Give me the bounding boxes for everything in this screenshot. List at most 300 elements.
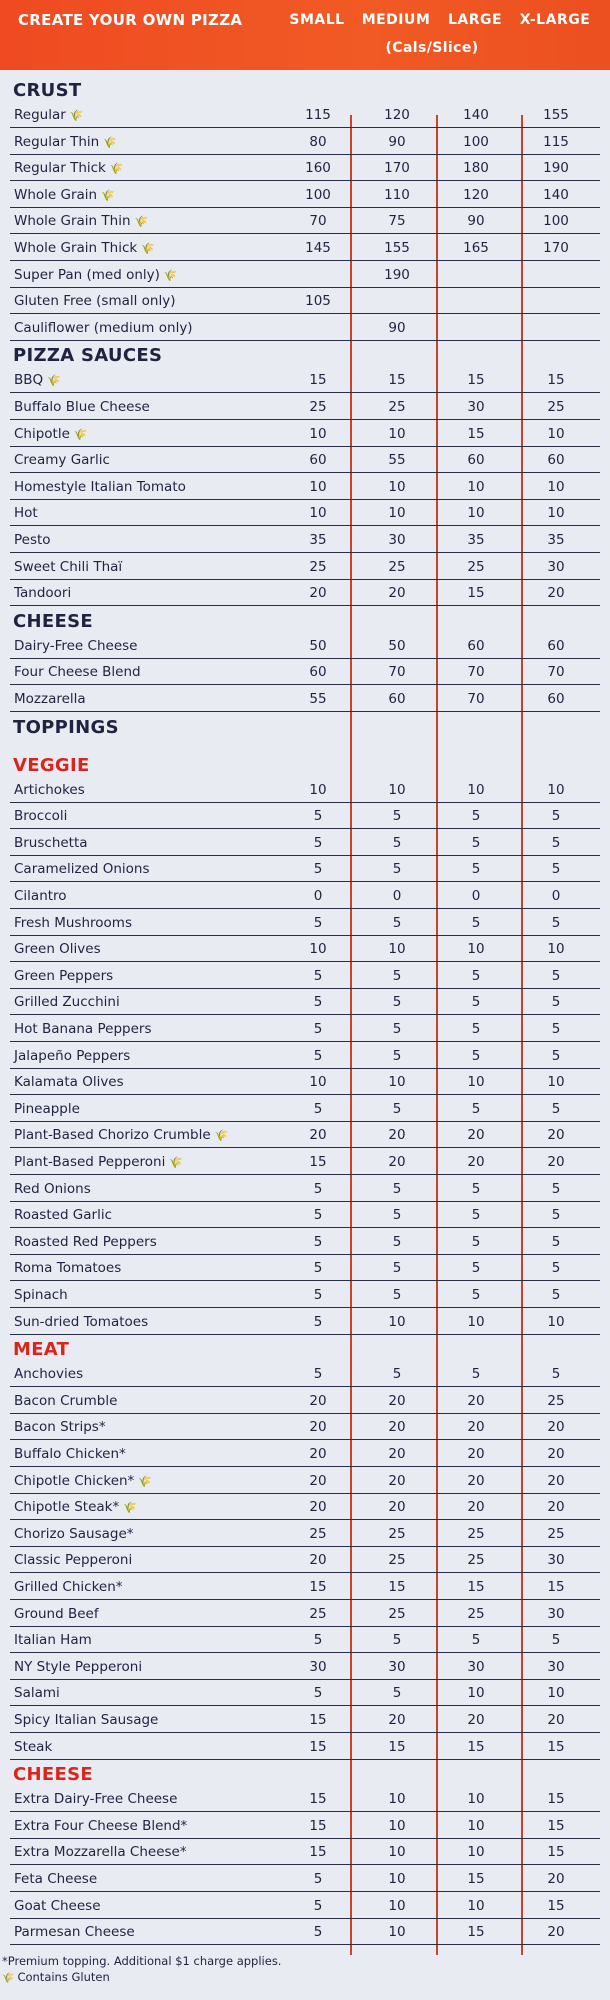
item-label: Four Cheese Blend <box>14 664 141 681</box>
item-name <box>14 968 113 984</box>
calorie-value: 5 <box>471 1100 481 1117</box>
calorie-value: 25 <box>388 1552 406 1569</box>
item-label: Regular <box>14 107 66 123</box>
calorie-value: 190 <box>543 160 569 177</box>
size-large-header: LARGE <box>447 12 503 28</box>
item-name <box>14 691 86 707</box>
item-name <box>14 915 132 931</box>
item-name <box>14 1074 124 1090</box>
item-name <box>14 1154 183 1170</box>
item-label: Ground Beef <box>14 1605 99 1622</box>
calorie-value: 30 <box>547 1658 565 1675</box>
calorie-value: 10 <box>467 1844 485 1861</box>
calorie-value: 5 <box>313 861 323 878</box>
item-name <box>14 1526 134 1542</box>
calorie-value: 10 <box>388 1897 406 1914</box>
menu-row-green-peppers <box>10 963 600 989</box>
menu-row-gluten-free-small-only <box>10 288 600 314</box>
item-label: Kalamata Olives <box>14 1074 124 1091</box>
item-name <box>14 1632 92 1648</box>
section-heading-pizza-sauces: PIZZA SAUCES <box>13 345 163 367</box>
calorie-value: 25 <box>467 1605 485 1622</box>
menu-row-plant-based-chorizo-crumble <box>10 1122 600 1148</box>
calorie-value: 20 <box>309 585 327 602</box>
calorie-value: 10 <box>547 505 565 522</box>
calorie-value: 5 <box>471 994 481 1011</box>
calorie-value: 140 <box>543 186 569 203</box>
item-label: Artichokes <box>14 781 85 798</box>
calorie-value: 140 <box>463 107 489 123</box>
item-name <box>14 213 148 229</box>
calorie-value: 30 <box>309 1658 327 1675</box>
item-label: Whole Grain <box>14 186 98 203</box>
calorie-value: 0 <box>392 888 402 904</box>
calorie-value: 60 <box>309 452 327 469</box>
section-heading-veggie: VEGGIE <box>13 754 90 776</box>
calorie-value: 120 <box>463 186 489 203</box>
calorie-value: 10 <box>467 781 485 798</box>
calorie-value: 5 <box>471 861 481 878</box>
item-label: Salami <box>14 1685 60 1702</box>
wheat-icon: 🌾 <box>169 1156 184 1169</box>
calorie-value: 25 <box>309 1525 327 1542</box>
item-name <box>14 372 61 388</box>
calorie-value: 60 <box>388 691 406 707</box>
calorie-value: 20 <box>309 1446 327 1462</box>
calorie-value: 25 <box>467 1525 485 1542</box>
calorie-value: 5 <box>392 994 402 1011</box>
calorie-value: 25 <box>547 399 565 415</box>
item-name <box>14 1048 130 1064</box>
calorie-value: 50 <box>309 637 327 654</box>
calorie-value: 10 <box>309 425 327 442</box>
item-name <box>14 1685 60 1701</box>
menu-row-homestyle-italian-tomato <box>10 474 600 500</box>
calorie-value: 5 <box>313 1632 323 1649</box>
calorie-value: 15 <box>467 1738 485 1755</box>
menu-row-classic-pepperoni <box>10 1547 600 1573</box>
calorie-value: 10 <box>388 1074 406 1091</box>
calorie-value: 10 <box>467 478 485 495</box>
calorie-value: 10 <box>309 941 327 958</box>
calorie-value: 20 <box>547 1871 565 1887</box>
item-label: Spicy Italian Sausage <box>14 1712 159 1728</box>
wheat-icon: 🌾 <box>2 1972 15 1984</box>
calorie-value: 60 <box>547 637 565 654</box>
calorie-value: 20 <box>547 1446 565 1462</box>
menu-row-extra-four-cheese-blend <box>10 1813 600 1839</box>
calorie-value: 20 <box>388 1154 406 1170</box>
menu-row-salami <box>10 1680 600 1706</box>
calorie-value: 60 <box>309 664 327 681</box>
item-name <box>14 1260 121 1276</box>
calorie-value: 10 <box>388 505 406 522</box>
item-label: Chipotle <box>14 425 70 442</box>
calorie-value: 20 <box>467 1419 485 1436</box>
item-label: Regular Thin <box>14 133 100 150</box>
menu-row-mozzarella <box>10 686 600 712</box>
item-label: Jalapeño Peppers <box>14 1047 131 1064</box>
item-label: Spinach <box>14 1287 68 1303</box>
calorie-value: 70 <box>467 664 485 681</box>
premium-topping-note: *Premium topping. Additional $1 charge applies. <box>2 1953 282 1968</box>
section-heading-cheese: CHEESE <box>13 610 93 632</box>
calorie-value: 5 <box>551 1260 561 1277</box>
menu-row-caramelized-onions <box>10 856 600 882</box>
menu-row-regular <box>10 102 600 128</box>
item-label: Roasted Red Peppers <box>14 1233 157 1250</box>
item-name <box>14 160 124 176</box>
calorie-value: 55 <box>388 452 406 469</box>
calorie-value: 5 <box>313 994 323 1011</box>
menu-row-four-cheese-blend <box>10 659 600 685</box>
item-name <box>14 1871 97 1887</box>
menu-row-extra-dairy-free-cheese <box>10 1786 600 1812</box>
item-label: BBQ <box>14 372 44 389</box>
item-name <box>14 320 193 336</box>
menu-row-roma-tomatoes <box>10 1255 600 1281</box>
menu-row-sweet-chili-tha <box>10 554 600 580</box>
menu-row-whole-grain-thick <box>10 235 600 261</box>
calorie-value: 155 <box>384 240 410 256</box>
calorie-value: 10 <box>388 1844 406 1861</box>
calorie-value: 5 <box>551 1207 561 1224</box>
calorie-value: 10 <box>467 1897 485 1914</box>
calorie-value: 115 <box>543 133 569 150</box>
item-label: Creamy Garlic <box>14 452 110 469</box>
menu-row-regular-thin <box>10 129 600 155</box>
calorie-value: 10 <box>467 1685 485 1702</box>
calorie-value: 15 <box>547 1791 565 1808</box>
item-name <box>14 861 150 877</box>
item-name <box>14 1579 123 1595</box>
menu-row-creamy-garlic <box>10 447 600 473</box>
item-label: Sun-dried Tomatoes <box>14 1313 149 1330</box>
item-label: Extra Mozzarella Cheese* <box>14 1844 187 1861</box>
calorie-value: 25 <box>388 399 406 415</box>
calorie-value: 5 <box>551 1021 561 1037</box>
calorie-value: 5 <box>313 1207 323 1224</box>
calorie-value: 15 <box>309 1844 327 1861</box>
calorie-value: 90 <box>388 133 406 150</box>
calorie-value: 30 <box>388 1658 406 1675</box>
calorie-value: 15 <box>309 1154 327 1170</box>
item-label: Grilled Zucchini <box>14 994 120 1011</box>
calorie-value: 105 <box>305 293 331 310</box>
calorie-value: 5 <box>471 808 481 825</box>
calorie-value: 5 <box>392 1233 402 1250</box>
section-heading-meat: MEAT <box>13 1339 70 1361</box>
item-name <box>14 1446 126 1462</box>
item-label: Bruschetta <box>14 834 88 851</box>
calorie-value: 15 <box>309 1712 327 1728</box>
menu-row-plant-based-pepperoni <box>10 1149 600 1175</box>
calorie-value: 15 <box>309 1817 327 1834</box>
calorie-value: 35 <box>547 532 565 548</box>
calorie-value: 20 <box>547 1127 565 1144</box>
item-label: Extra Dairy-Free Cheese <box>14 1791 178 1808</box>
calorie-value: 30 <box>467 399 485 415</box>
wheat-icon: 🌾 <box>141 242 155 255</box>
item-name <box>14 1473 152 1489</box>
calorie-value: 10 <box>388 1817 406 1834</box>
calorie-value: 30 <box>547 558 565 575</box>
calorie-value: 20 <box>467 1446 485 1462</box>
menu-row-bacon-crumble <box>10 1388 600 1414</box>
item-label: Goat Cheese <box>14 1897 101 1914</box>
calorie-value: 20 <box>547 1924 565 1941</box>
menu-row-hot <box>10 500 600 526</box>
calorie-value: 20 <box>547 1419 565 1436</box>
calorie-value: 15 <box>467 425 485 442</box>
calorie-value: 90 <box>388 319 406 336</box>
item-label: Mozzarella <box>14 691 86 707</box>
calorie-value: 5 <box>313 1233 323 1250</box>
item-label: NY Style Pepperoni <box>14 1658 143 1675</box>
item-label: Broccoli <box>14 808 68 825</box>
calorie-value: 5 <box>471 1021 481 1037</box>
item-name <box>14 994 120 1010</box>
calorie-value: 35 <box>467 532 485 548</box>
wheat-icon: 🌾 <box>214 1129 229 1143</box>
item-name <box>14 452 110 468</box>
menu-row-whole-grain-thin <box>10 208 600 234</box>
calorie-value: 5 <box>471 967 481 984</box>
calorie-value: 15 <box>309 1579 327 1595</box>
menu-row-grilled-zucchini <box>10 989 600 1015</box>
item-label: Whole Grain Thick <box>14 240 138 256</box>
calorie-value: 15 <box>388 372 406 389</box>
item-label: Super Pan (med only) <box>14 266 160 283</box>
calorie-value: 5 <box>551 994 561 1011</box>
calorie-value: 25 <box>547 1392 565 1409</box>
menu-row-feta-cheese <box>10 1866 600 1892</box>
calorie-value: 5 <box>313 834 323 851</box>
calorie-value: 20 <box>547 1712 565 1728</box>
item-label: Parmesan Cheese <box>14 1924 135 1941</box>
item-label: Dairy-Free Cheese <box>14 637 138 654</box>
calorie-value: 20 <box>309 1419 327 1436</box>
calorie-value: 100 <box>543 213 569 230</box>
calorie-value: 5 <box>551 1180 561 1197</box>
calorie-value: 5 <box>313 1287 323 1303</box>
menu-row-ny-style-pepperoni <box>10 1654 600 1680</box>
calorie-value: 170 <box>543 240 569 256</box>
item-name <box>14 1419 106 1435</box>
calorie-value: 10 <box>467 1791 485 1808</box>
calorie-value: 50 <box>388 637 406 654</box>
calorie-value: 190 <box>384 266 410 283</box>
menu-row-chipotle-chicken <box>10 1468 600 1494</box>
calorie-value: 5 <box>313 808 323 825</box>
calorie-value: 20 <box>547 1154 565 1170</box>
calorie-value: 15 <box>467 1871 485 1887</box>
calorie-value: 20 <box>388 1472 406 1489</box>
menu-row-kalamata-olives <box>10 1069 600 1095</box>
calorie-value: 20 <box>388 1446 406 1462</box>
calorie-value: 5 <box>471 1366 481 1383</box>
item-name <box>14 1101 80 1117</box>
calorie-value: 5 <box>551 1632 561 1649</box>
menu-row-cauliflower-medium-only <box>10 315 600 341</box>
calorie-value: 10 <box>309 505 327 522</box>
item-label: Hot <box>14 505 38 522</box>
calorie-value: 5 <box>392 1180 402 1197</box>
calorie-value: 10 <box>547 1685 565 1702</box>
gluten-legend <box>2 1970 110 1984</box>
calorie-value: 25 <box>309 558 327 575</box>
item-label: Plant-Based Chorizo Crumble <box>14 1127 211 1144</box>
item-label: Whole Grain Thin <box>14 213 131 230</box>
calorie-value: 10 <box>547 941 565 958</box>
menu-row-buffalo-chicken <box>10 1441 600 1467</box>
calorie-value: 5 <box>392 1685 402 1702</box>
calorie-value: 5 <box>392 1287 402 1303</box>
calorie-value: 5 <box>551 861 561 878</box>
item-label: Pineapple <box>14 1100 80 1117</box>
calorie-value: 10 <box>467 1074 485 1091</box>
calorie-value: 15 <box>467 372 485 389</box>
item-label: Buffalo Blue Cheese <box>14 399 150 415</box>
item-name <box>14 532 51 548</box>
menu-row-chipotle-steak <box>10 1494 600 1520</box>
calorie-value: 5 <box>313 914 323 931</box>
calorie-value: 20 <box>467 1499 485 1516</box>
calorie-value: 145 <box>305 240 331 256</box>
wheat-icon: 🌾 <box>109 162 124 176</box>
calorie-value: 10 <box>388 1924 406 1941</box>
section-heading-crust: CRUST <box>13 80 82 101</box>
item-label: Italian Ham <box>14 1632 92 1649</box>
calorie-value: 25 <box>388 1525 406 1542</box>
calorie-value: 10 <box>309 478 327 495</box>
item-label: Regular Thick <box>14 160 106 177</box>
calorie-value: 5 <box>551 834 561 851</box>
calorie-value: 165 <box>463 240 489 256</box>
calorie-value: 30 <box>388 532 406 548</box>
calorie-value: 10 <box>547 1313 565 1330</box>
calorie-value: 15 <box>547 1579 565 1595</box>
menu-title: CREATE YOUR OWN PIZZA <box>18 11 243 29</box>
item-label: Tandoori <box>14 585 72 602</box>
calorie-value: 20 <box>388 1499 406 1516</box>
item-name <box>14 1314 148 1330</box>
menu-row-extra-mozzarella-cheese <box>10 1839 600 1865</box>
item-label: Green Peppers <box>14 967 114 984</box>
item-name <box>14 107 83 123</box>
calorie-value: 30 <box>547 1605 565 1622</box>
item-name <box>14 1606 99 1622</box>
menu-row-chipotle <box>10 421 600 447</box>
calorie-value: 5 <box>551 914 561 931</box>
item-name <box>14 1898 101 1914</box>
calorie-value: 5 <box>313 1100 323 1117</box>
calorie-value: 15 <box>467 585 485 602</box>
calorie-value: 60 <box>467 637 485 654</box>
item-label: Anchovies <box>14 1366 84 1383</box>
item-name <box>14 1127 228 1143</box>
calorie-value: 20 <box>388 1712 406 1728</box>
item-name <box>14 479 186 495</box>
item-name <box>14 1021 151 1037</box>
calorie-value: 20 <box>388 585 406 602</box>
menu-row-chorizo-sausage <box>10 1521 600 1547</box>
calorie-value: 5 <box>471 1047 481 1064</box>
item-label: Feta Cheese <box>14 1871 98 1887</box>
calorie-value: 180 <box>463 160 489 177</box>
item-name <box>14 187 115 203</box>
calorie-value: 70 <box>309 213 327 230</box>
menu-row-goat-cheese <box>10 1893 600 1919</box>
calorie-value: 15 <box>547 1844 565 1861</box>
item-name <box>14 1712 158 1728</box>
menu-row-hot-banana-peppers <box>10 1016 600 1042</box>
calorie-value: 10 <box>467 505 485 522</box>
calorie-value: 5 <box>392 834 402 851</box>
size-xlarge-header: X-LARGE <box>519 12 591 28</box>
calorie-value: 15 <box>309 1791 327 1808</box>
item-name <box>14 1393 117 1409</box>
calorie-value: 55 <box>309 691 327 707</box>
item-label: Bacon Strips* <box>14 1419 106 1436</box>
calorie-value: 5 <box>392 914 402 931</box>
item-name <box>14 585 71 601</box>
calorie-value: 60 <box>547 691 565 707</box>
item-name <box>14 1181 91 1197</box>
menu-row-pineapple <box>10 1096 600 1122</box>
calorie-value: 5 <box>392 1100 402 1117</box>
menu-row-sun-dried-tomatoes <box>10 1309 600 1335</box>
wheat-icon: 🌾 <box>134 215 149 229</box>
menu-row-artichokes <box>10 777 600 803</box>
calorie-value: 5 <box>313 1871 323 1887</box>
calorie-value: 10 <box>388 425 406 442</box>
calorie-value: 5 <box>551 1366 561 1383</box>
calorie-value: 100 <box>305 186 331 203</box>
calorie-value: 5 <box>313 1313 323 1330</box>
calorie-value: 25 <box>467 558 485 575</box>
menu-row-red-onions <box>10 1176 600 1202</box>
item-name <box>14 1207 112 1223</box>
calorie-value: 155 <box>543 107 569 123</box>
calorie-value: 5 <box>471 1260 481 1277</box>
menu-row-broccoli <box>10 803 600 829</box>
item-label: Chipotle Steak* <box>14 1499 120 1516</box>
calorie-value: 10 <box>547 781 565 798</box>
menu-header <box>0 0 610 70</box>
item-label: Buffalo Chicken* <box>14 1446 126 1462</box>
calorie-value: 5 <box>392 1632 402 1649</box>
size-small-header: SMALL <box>289 12 345 28</box>
calorie-value: 5 <box>313 1685 323 1702</box>
item-label: Classic Pepperoni <box>14 1552 133 1569</box>
calorie-value: 20 <box>388 1127 406 1144</box>
menu-row-roasted-red-peppers <box>10 1229 600 1255</box>
calorie-value: 15 <box>547 1817 565 1834</box>
menu-row-roasted-garlic <box>10 1202 600 1228</box>
item-name <box>14 134 117 150</box>
menu-row-parmesan-cheese <box>10 1919 600 1945</box>
menu-row-bacon-strips <box>10 1414 600 1440</box>
calorie-value: 5 <box>471 1207 481 1224</box>
calorie-value: 10 <box>547 478 565 495</box>
wheat-icon: 🌾 <box>73 427 88 441</box>
calorie-value: 10 <box>467 1313 485 1330</box>
calories-per-slice-label: (Cals/Slice) <box>385 40 479 56</box>
item-label: Roma Tomatoes <box>14 1260 122 1277</box>
item-name <box>14 888 67 904</box>
calorie-value: 10 <box>388 1313 406 1330</box>
